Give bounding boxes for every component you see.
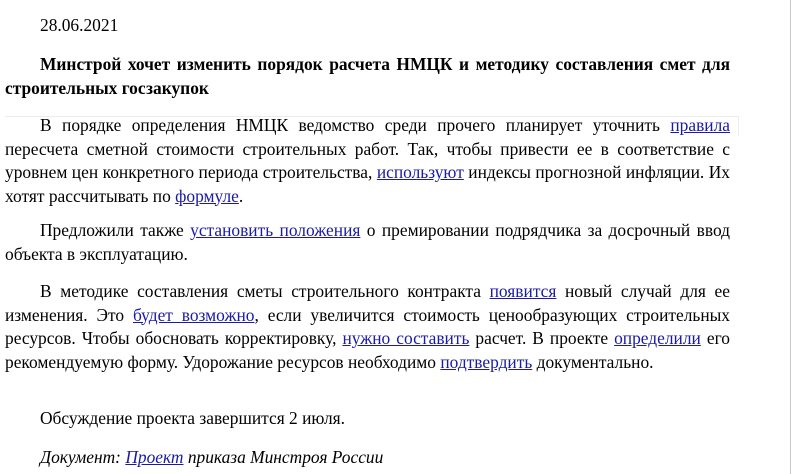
text-segment: индексы прогнозной инфляции. Их хотят рассчитывать по: [5, 162, 731, 206]
link-will-appear[interactable]: появится: [489, 281, 557, 301]
article-title: Минстрой хочет изменить порядок расчета НМЦК и методику составления смет для строительных госзакупок: [5, 54, 730, 98]
text-segment: .: [238, 185, 244, 206]
text-segment: документально.: [532, 351, 654, 372]
paragraph-methodology: [5, 280, 730, 374]
paragraph-highlight-border-side: [738, 116, 739, 136]
link-rules[interactable]: правила: [670, 115, 730, 135]
link-defined[interactable]: определили: [614, 328, 701, 348]
paragraph-bonus: [5, 219, 730, 266]
publication-date: 28.06.2021: [40, 15, 119, 35]
text-segment: пересчета сметной стоимости строительных работ. Так, чтобы привести ее в соответствие с уровнем цен конкретного периода строительства,: [5, 138, 730, 182]
link-will-be-possible[interactable]: будет возможно: [132, 304, 255, 325]
text-segment: расчет. В проекте: [469, 328, 615, 348]
text-segment: , если увеличится стоимость ценообразующих строительных ресурсов. Чтобы обосновать корректировку,: [5, 304, 731, 348]
link-need-to-compose[interactable]: нужно составить: [342, 328, 470, 348]
text-segment: новый случай для ее изменения. Это: [5, 281, 730, 325]
text-segment: Документ:: [40, 447, 126, 467]
text-segment: Предложили также: [40, 220, 191, 240]
right-edge-line: [790, 0, 791, 474]
link-set-provisions[interactable]: установить положения: [190, 220, 361, 240]
link-formula[interactable]: формуле: [175, 185, 239, 206]
link-confirm[interactable]: подтвердить: [440, 351, 533, 372]
text-segment: В порядке определения НМЦК ведомство среди прочего планирует уточнить: [40, 115, 671, 135]
paragraph-discussion: Обсуждение проекта завершится 2 июля.: [40, 408, 345, 428]
link-use[interactable]: используют: [376, 162, 464, 182]
document-reference: [5, 446, 730, 470]
paragraph-nmck: [5, 114, 730, 208]
text-segment: его рекомендуемую форму. Удорожание ресурсов необходимо: [5, 328, 730, 372]
text-segment: о премировании подрядчика за досрочный ввод объекта в эксплуатацию.: [5, 220, 730, 264]
link-project[interactable]: Проект: [125, 447, 184, 467]
text-segment: приказа Минстроя России: [183, 447, 384, 467]
text-segment: В методике составления сметы строительного контракта: [40, 281, 490, 301]
